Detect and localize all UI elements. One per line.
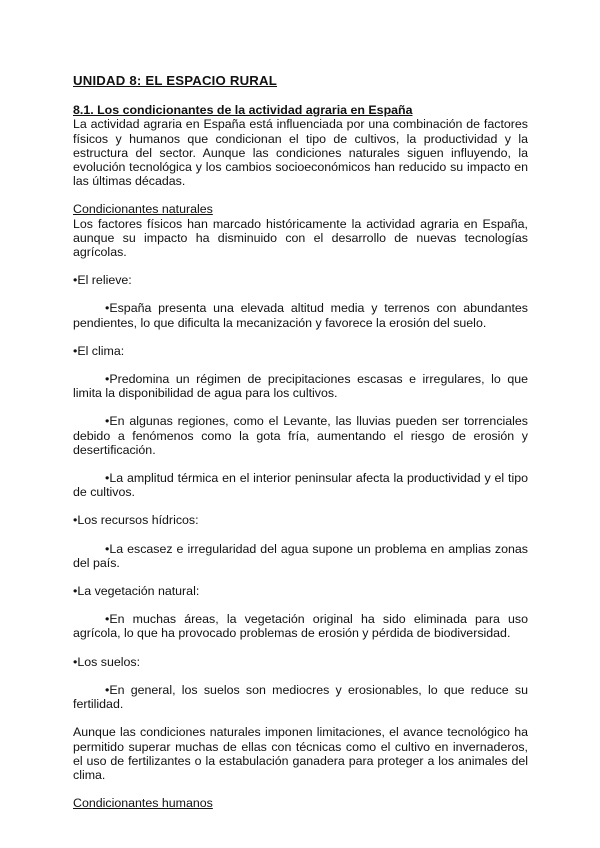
section-heading: 8.1. Los condicionantes de la actividad agraria en España <box>73 103 413 118</box>
factor-point: •La amplitud térmica en el interior peninsular afecta la productividad y el tipo de cultivos. <box>73 471 528 500</box>
factor-point: •España presenta una elevada altitud media y terrenos con abundantes pendientes, lo que dificulta la mecanización y favorece la erosión del suelo. <box>73 301 528 330</box>
natural-intro: Los factores físicos han marcado históricamente la actividad agraria en España, aunque su impacto ha disminuido con el desarrollo de nuevas tecnologías agrícolas. <box>73 216 528 260</box>
natural-conclusion: Aunque las condiciones naturales imponen limitaciones, el avance tecnológico ha permitido superar muchas de ellas con técnicas como el cultivo en invernaderos, el uso de fertilizantes o la estabulación ganadera para proteger a los animales del clima. <box>73 725 528 782</box>
subheading-human: Condicionantes humanos <box>73 796 213 811</box>
factor-label: •Los recursos hídricos: <box>73 513 199 528</box>
factor-point: •En general, los suelos son mediocres y erosionables, lo que reduce su fertilidad. <box>73 682 528 712</box>
factor-point: •En algunas regiones, como el Levante, las lluvias pueden ser torrenciales debido a fenómenos como la gota fría, aumentando el riesgo de erosión y desertificación. <box>73 414 528 457</box>
section-1 <box>73 103 528 188</box>
factor-label: •El relieve: <box>73 273 132 288</box>
factor-point: •La escasez e irregularidad del agua supone un problema en amplias zonas del país. <box>73 541 528 570</box>
section-intro: La actividad agraria en España está influenciada por una combinación de factores físicos y humanos que condicionan el tipo de cultivos, la productividad y la estructura del sector. Aunque las condiciones naturales siguen influyendo, la evolución tecnológica y los cambios socioeconómicos han reducido su impacto en las últimas décadas. <box>73 117 528 189</box>
factor-label: •Los suelos: <box>73 654 141 669</box>
subheading-natural: Condicionantes naturales <box>73 202 213 217</box>
factor-point: •En muchas áreas, la vegetación original ha sido eliminada para uso agrícola, lo que ha provocado problemas de erosión y pérdida de biodiversidad. <box>73 612 528 641</box>
natural-intro-block <box>73 202 528 259</box>
document-page <box>73 74 528 810</box>
factor-point: •Predomina un régimen de precipitaciones escasas e irregulares, lo que limita la disponibilidad de agua para los cultivos. <box>73 372 528 401</box>
factor-label: •El clima: <box>73 343 125 358</box>
page-title: UNIDAD 8: EL ESPACIO RURAL <box>73 73 278 88</box>
factor-label: •La vegetación natural: <box>73 584 200 599</box>
